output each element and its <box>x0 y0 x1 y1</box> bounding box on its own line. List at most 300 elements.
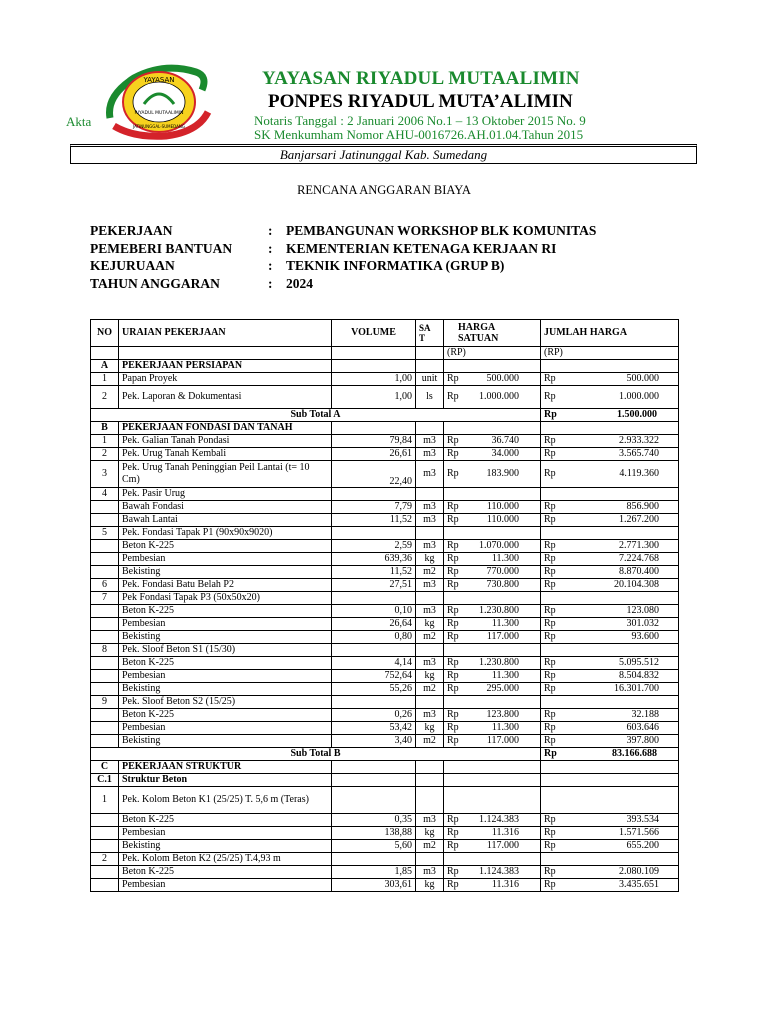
meta-row <box>90 223 596 241</box>
currency: Rp <box>544 409 557 421</box>
currency: Rp <box>447 468 459 480</box>
currency: Rp <box>544 514 556 526</box>
row-no: 4 <box>91 488 119 501</box>
col-header-sat: SA T <box>416 320 444 347</box>
currency: Rp <box>544 748 557 760</box>
row-desc: Pek. Fondasi Tapak P1 (90x90x9020) <box>119 527 332 540</box>
currency: Rp <box>447 605 459 617</box>
row-sat: kg <box>416 827 444 840</box>
row-harga: 1.230.800 <box>479 605 519 617</box>
row-desc: Papan Proyek <box>119 373 332 386</box>
row-sat: unit <box>416 373 444 386</box>
sk-line: SK Menkumham Nomor AHU-0016726.AH.01.04.Tahun 2015 <box>254 127 584 142</box>
row-desc: Beton K-225 <box>119 605 332 618</box>
currency: Rp <box>447 840 459 852</box>
row-no <box>91 514 119 527</box>
row-no <box>91 501 119 514</box>
table-row <box>91 373 679 386</box>
row-no <box>91 670 119 683</box>
row-jumlah: 3.565.740 <box>619 448 659 460</box>
table-row <box>91 827 679 840</box>
table-row <box>91 657 679 670</box>
subtotal-value: 83.166.688 <box>612 748 657 760</box>
row-harga: 11.300 <box>491 618 519 630</box>
table-row <box>91 579 679 592</box>
row-no: 7 <box>91 592 119 605</box>
row-desc: Beton K-225 <box>119 814 332 827</box>
row-desc: Pek Fondasi Tapak P3 (50x50x20) <box>119 592 332 605</box>
currency: Rp <box>447 879 459 891</box>
currency: Rp <box>447 814 459 826</box>
row-harga: 295.000 <box>486 683 519 695</box>
row-desc: Pembesian <box>119 879 332 892</box>
row-no: 5 <box>91 527 119 540</box>
svg-text:RIYADUL MUTAALIMIN: RIYADUL MUTAALIMIN <box>134 111 184 116</box>
row-no <box>91 735 119 748</box>
meta-value: TEKNIK INFORMATIKA (GRUP B) <box>286 258 505 273</box>
row-harga: 110.000 <box>486 514 519 526</box>
currency: Rp <box>544 866 556 878</box>
currency: Rp <box>447 709 459 721</box>
row-no: B <box>91 422 119 435</box>
row-volume: 1,00 <box>332 386 416 409</box>
svg-text:YAYASAN: YAYASAN <box>143 76 175 84</box>
row-volume: 22,40 <box>332 461 416 488</box>
row-sat: m3 <box>416 814 444 827</box>
row-desc: Beton K-225 <box>119 866 332 879</box>
row-volume: 752,64 <box>332 670 416 683</box>
row-volume: 79,84 <box>332 435 416 448</box>
currency: Rp <box>544 814 556 826</box>
row-no: 2 <box>91 853 119 866</box>
row-no: 3 <box>91 461 119 488</box>
row-no: 1 <box>91 373 119 386</box>
row-desc: Bekisting <box>119 683 332 696</box>
currency: Rp <box>447 579 459 591</box>
row-desc: Pek. Kolom Beton K2 (25/25) T.4,93 m <box>119 853 332 866</box>
row-desc: Beton K-225 <box>119 657 332 670</box>
row-jumlah: 2.080.109 <box>619 866 659 878</box>
row-jumlah: 500.000 <box>626 373 659 385</box>
col-header-harga: HARGA SATUAN <box>444 320 541 347</box>
row-sat: m3 <box>416 709 444 722</box>
row-no: 1 <box>91 787 119 814</box>
row-volume: 11,52 <box>332 566 416 579</box>
table-row <box>91 866 679 879</box>
row-volume: 4,14 <box>332 657 416 670</box>
row-no <box>91 879 119 892</box>
row-no: A <box>91 360 119 373</box>
col-header-no: NO <box>91 320 119 347</box>
jumlah-unit-label: (RP) <box>541 347 679 360</box>
currency: Rp <box>544 735 556 747</box>
row-no <box>91 683 119 696</box>
row-no: 8 <box>91 644 119 657</box>
row-harga: 117.000 <box>486 631 519 643</box>
currency: Rp <box>544 670 556 682</box>
row-desc: Pek. Sloof Beton S2 (15/25) <box>119 696 332 709</box>
row-volume: 53,42 <box>332 722 416 735</box>
row-volume: 11,52 <box>332 514 416 527</box>
row-desc: Bekisting <box>119 631 332 644</box>
row-no <box>91 631 119 644</box>
table-row <box>91 683 679 696</box>
row-no <box>91 722 119 735</box>
row-sat <box>416 696 444 709</box>
row-jumlah: 93.600 <box>631 631 659 643</box>
row-volume <box>332 787 416 814</box>
table-row <box>91 670 679 683</box>
table-row <box>91 435 679 448</box>
currency: Rp <box>447 435 459 447</box>
row-sat <box>416 527 444 540</box>
table-row <box>91 514 679 527</box>
row-volume <box>332 527 416 540</box>
row-desc: Pek. Pasir Urug <box>119 488 332 501</box>
currency: Rp <box>447 373 459 385</box>
row-no: 2 <box>91 448 119 461</box>
row-desc: Struktur Beton <box>119 774 332 787</box>
notaris-line: Notaris Tanggal : 2 Januari 2006 No.1 – 13 Oktober 2015 No. 9 <box>254 113 586 128</box>
row-jumlah: 2.933.322 <box>619 435 659 447</box>
currency: Rp <box>544 468 556 480</box>
meta-value: KEMENTERIAN KETENAGA KERJAAN RI <box>286 240 557 256</box>
project-meta <box>90 223 596 293</box>
table-row <box>91 527 679 540</box>
table-row <box>91 386 679 409</box>
row-volume <box>332 853 416 866</box>
currency: Rp <box>447 553 459 565</box>
row-no <box>91 827 119 840</box>
subtotal-label: Sub Total A <box>91 409 541 422</box>
section-row <box>91 422 679 435</box>
meta-colon: : <box>268 240 273 256</box>
currency: Rp <box>447 657 459 669</box>
row-sat: m3 <box>416 448 444 461</box>
row-sat: m2 <box>416 631 444 644</box>
svg-text:JATINUNGGAL-SUMEDANG: JATINUNGGAL-SUMEDANG <box>133 124 185 129</box>
budget-table <box>90 319 679 892</box>
col-header-volume: VOLUME <box>332 320 416 347</box>
row-no: C <box>91 761 119 774</box>
currency: Rp <box>544 722 556 734</box>
row-volume: 0,10 <box>332 605 416 618</box>
row-no: 1 <box>91 435 119 448</box>
row-desc: Pek. Laporan & Dokumentasi <box>119 386 332 409</box>
row-jumlah: 393.534 <box>626 814 659 826</box>
col-header-jumlah: JUMLAH HARGA <box>541 320 679 347</box>
table-row <box>91 501 679 514</box>
subtotal-label: Sub Total B <box>91 748 541 761</box>
currency: Rp <box>544 879 556 891</box>
section-row <box>91 774 679 787</box>
table-row <box>91 618 679 631</box>
akta-label: Akta <box>66 114 92 129</box>
subtotal-row <box>91 748 679 761</box>
section-row <box>91 360 679 373</box>
section-row <box>91 761 679 774</box>
row-volume: 3,40 <box>332 735 416 748</box>
row-sat: m2 <box>416 566 444 579</box>
row-sat: kg <box>416 670 444 683</box>
currency: Rp <box>544 618 556 630</box>
row-harga: 110.000 <box>486 501 519 513</box>
currency: Rp <box>544 579 556 591</box>
subtotal-value: 1.500.000 <box>617 409 657 421</box>
table-row <box>91 540 679 553</box>
currency: Rp <box>544 709 556 721</box>
row-sat: m3 <box>416 501 444 514</box>
meta-row <box>90 241 596 259</box>
address-box <box>70 144 697 164</box>
currency: Rp <box>544 605 556 617</box>
currency: Rp <box>447 514 459 526</box>
row-sat <box>416 488 444 501</box>
row-harga: 1.124.383 <box>479 866 519 878</box>
row-desc: Pembesian <box>119 553 332 566</box>
row-no: 2 <box>91 386 119 409</box>
row-desc: Pek. Urug Tanah Kembali <box>119 448 332 461</box>
meta-colon: : <box>268 275 273 291</box>
row-harga: 11.300 <box>491 670 519 682</box>
row-harga: 1.230.800 <box>479 657 519 669</box>
currency: Rp <box>544 553 556 565</box>
row-jumlah: 1.000.000 <box>619 391 659 403</box>
row-volume: 55,26 <box>332 683 416 696</box>
currency: Rp <box>544 435 556 447</box>
currency: Rp <box>544 827 556 839</box>
currency: Rp <box>447 391 459 403</box>
table-row <box>91 592 679 605</box>
row-no <box>91 814 119 827</box>
col-header-uraian: URAIAN PEKERJAAN <box>119 320 332 347</box>
row-desc: Pek. Galian Tanah Pondasi <box>119 435 332 448</box>
row-sat <box>416 853 444 866</box>
row-desc: PEKERJAAN FONDASI DAN TANAH <box>119 422 332 435</box>
subtotal-row <box>91 409 679 422</box>
row-desc: Pembesian <box>119 827 332 840</box>
currency: Rp <box>447 631 459 643</box>
row-volume: 0,35 <box>332 814 416 827</box>
row-no <box>91 553 119 566</box>
currency: Rp <box>544 373 556 385</box>
table-row <box>91 631 679 644</box>
row-desc: Bekisting <box>119 840 332 853</box>
currency: Rp <box>544 566 556 578</box>
row-jumlah: 1.571.566 <box>619 827 659 839</box>
row-harga: 11.316 <box>491 879 519 891</box>
currency: Rp <box>544 683 556 695</box>
row-desc: Bekisting <box>119 735 332 748</box>
row-no <box>91 605 119 618</box>
row-sat <box>416 787 444 814</box>
meta-label: PEKERJAAN <box>90 223 173 238</box>
row-jumlah: 8.504.832 <box>619 670 659 682</box>
currency: Rp <box>447 501 459 513</box>
row-desc: PEKERJAAN PERSIAPAN <box>119 360 332 373</box>
row-sat: kg <box>416 879 444 892</box>
table-row <box>91 696 679 709</box>
row-harga: 183.900 <box>486 468 519 480</box>
row-jumlah: 3.435.651 <box>619 879 659 891</box>
row-desc: Pembesian <box>119 670 332 683</box>
currency: Rp <box>544 540 556 552</box>
row-jumlah: 1.267.200 <box>619 514 659 526</box>
row-volume: 5,60 <box>332 840 416 853</box>
row-sat: ls <box>416 386 444 409</box>
row-harga: 11.300 <box>491 722 519 734</box>
currency: Rp <box>447 618 459 630</box>
row-no <box>91 540 119 553</box>
currency: Rp <box>447 827 459 839</box>
meta-value: PEMBANGUNAN WORKSHOP BLK KOMUNITAS <box>286 223 597 238</box>
row-jumlah: 16.301.700 <box>614 683 659 695</box>
yayasan-logo-icon <box>104 56 214 144</box>
meta-label: KEJURUAAN <box>90 258 175 273</box>
row-volume <box>332 488 416 501</box>
row-desc: Beton K-225 <box>119 709 332 722</box>
table-row <box>91 461 679 488</box>
row-volume: 26,64 <box>332 618 416 631</box>
row-desc: Bawah Fondasi <box>119 501 332 514</box>
currency: Rp <box>447 566 459 578</box>
currency: Rp <box>447 722 459 734</box>
row-desc: Pek. Urug Tanah Peninggian Peil Lantai (t= 10 Cm) <box>119 461 332 488</box>
harga-unit-label: (RP) <box>444 347 541 360</box>
meta-label: PEMEBERI BANTUAN <box>90 240 233 256</box>
row-harga: 34.000 <box>491 448 519 460</box>
row-sat <box>416 592 444 605</box>
row-sat: m2 <box>416 683 444 696</box>
row-volume: 1,00 <box>332 373 416 386</box>
row-volume: 26,61 <box>332 448 416 461</box>
table-row <box>91 644 679 657</box>
meta-colon: : <box>268 258 273 273</box>
row-jumlah: 4.119.360 <box>619 468 659 480</box>
table-row <box>91 488 679 501</box>
row-sat: m3 <box>416 605 444 618</box>
row-desc: Bawah Lantai <box>119 514 332 527</box>
row-jumlah: 655.200 <box>626 840 659 852</box>
row-volume: 1,85 <box>332 866 416 879</box>
row-volume: 303,61 <box>332 879 416 892</box>
table-row <box>91 566 679 579</box>
row-no <box>91 566 119 579</box>
table-row <box>91 814 679 827</box>
row-harga: 117.000 <box>486 735 519 747</box>
row-harga: 123.800 <box>486 709 519 721</box>
currency: Rp <box>447 540 459 552</box>
row-harga: 770.000 <box>486 566 519 578</box>
row-sat <box>416 644 444 657</box>
row-no <box>91 866 119 879</box>
row-desc: Pek. Kolom Beton K1 (25/25) T. 5,6 m (Teras) <box>119 787 332 814</box>
row-jumlah: 5.095.512 <box>619 657 659 669</box>
currency: Rp <box>544 391 556 403</box>
row-harga: 1.070.000 <box>479 540 519 552</box>
row-no <box>91 709 119 722</box>
row-volume: 0,26 <box>332 709 416 722</box>
row-sat: kg <box>416 722 444 735</box>
currency: Rp <box>544 631 556 643</box>
row-no: C.1 <box>91 774 119 787</box>
table-row <box>91 787 679 814</box>
school-name: PONPES RIYADUL MUTA’ALIMIN <box>268 91 573 112</box>
row-volume: 0,80 <box>332 631 416 644</box>
table-header-row <box>91 320 679 347</box>
row-desc: PEKERJAAN STRUKTUR <box>119 761 332 774</box>
row-desc: Pembesian <box>119 722 332 735</box>
currency: Rp <box>544 657 556 669</box>
row-volume <box>332 696 416 709</box>
table-row <box>91 605 679 618</box>
table-row <box>91 840 679 853</box>
meta-row <box>90 258 596 276</box>
row-no <box>91 618 119 631</box>
row-harga: 1.124.383 <box>479 814 519 826</box>
row-jumlah: 123.080 <box>626 605 659 617</box>
address-text: Banjarsari Jatinunggal Kab. Sumedang <box>279 147 488 162</box>
currency: Rp <box>447 683 459 695</box>
meta-row <box>90 276 596 294</box>
row-no <box>91 657 119 670</box>
currency: Rp <box>544 448 556 460</box>
row-desc: Beton K-225 <box>119 540 332 553</box>
row-sat: m3 <box>416 514 444 527</box>
row-jumlah: 603.646 <box>626 722 659 734</box>
table-row <box>91 553 679 566</box>
row-desc: Pek. Sloof Beton S1 (15/30) <box>119 644 332 657</box>
row-jumlah: 7.224.768 <box>619 553 659 565</box>
row-no <box>91 840 119 853</box>
currency: Rp <box>447 670 459 682</box>
row-volume: 639,36 <box>332 553 416 566</box>
currency: Rp <box>447 448 459 460</box>
meta-label: TAHUN ANGGARAN <box>90 275 220 291</box>
row-harga: 1.000.000 <box>479 391 519 403</box>
row-sat: m3 <box>416 866 444 879</box>
row-harga: 730.800 <box>486 579 519 591</box>
currency: Rp <box>447 735 459 747</box>
row-jumlah: 8.870.400 <box>619 566 659 578</box>
table-subheader-row <box>91 347 679 360</box>
row-desc: Pembesian <box>119 618 332 631</box>
table-row <box>91 879 679 892</box>
row-no: 9 <box>91 696 119 709</box>
row-sat: m2 <box>416 735 444 748</box>
row-sat: m3 <box>416 461 444 488</box>
table-row <box>91 709 679 722</box>
row-jumlah: 856.900 <box>626 501 659 513</box>
row-jumlah: 2.771.300 <box>619 540 659 552</box>
row-jumlah: 32.188 <box>631 709 659 721</box>
row-volume: 138,88 <box>332 827 416 840</box>
currency: Rp <box>544 501 556 513</box>
document-title: RENCANA ANGGARAN BIAYA <box>297 183 471 197</box>
row-desc: Pek. Fondasi Batu Belah P2 <box>119 579 332 592</box>
meta-value: 2024 <box>286 275 313 291</box>
row-sat: kg <box>416 553 444 566</box>
row-sat: m3 <box>416 435 444 448</box>
table-row <box>91 448 679 461</box>
row-sat: kg <box>416 618 444 631</box>
row-harga: 11.316 <box>491 827 519 839</box>
row-harga: 36.740 <box>491 435 519 447</box>
table-row <box>91 735 679 748</box>
row-jumlah: 397.800 <box>626 735 659 747</box>
currency: Rp <box>447 866 459 878</box>
row-harga: 117.000 <box>486 840 519 852</box>
